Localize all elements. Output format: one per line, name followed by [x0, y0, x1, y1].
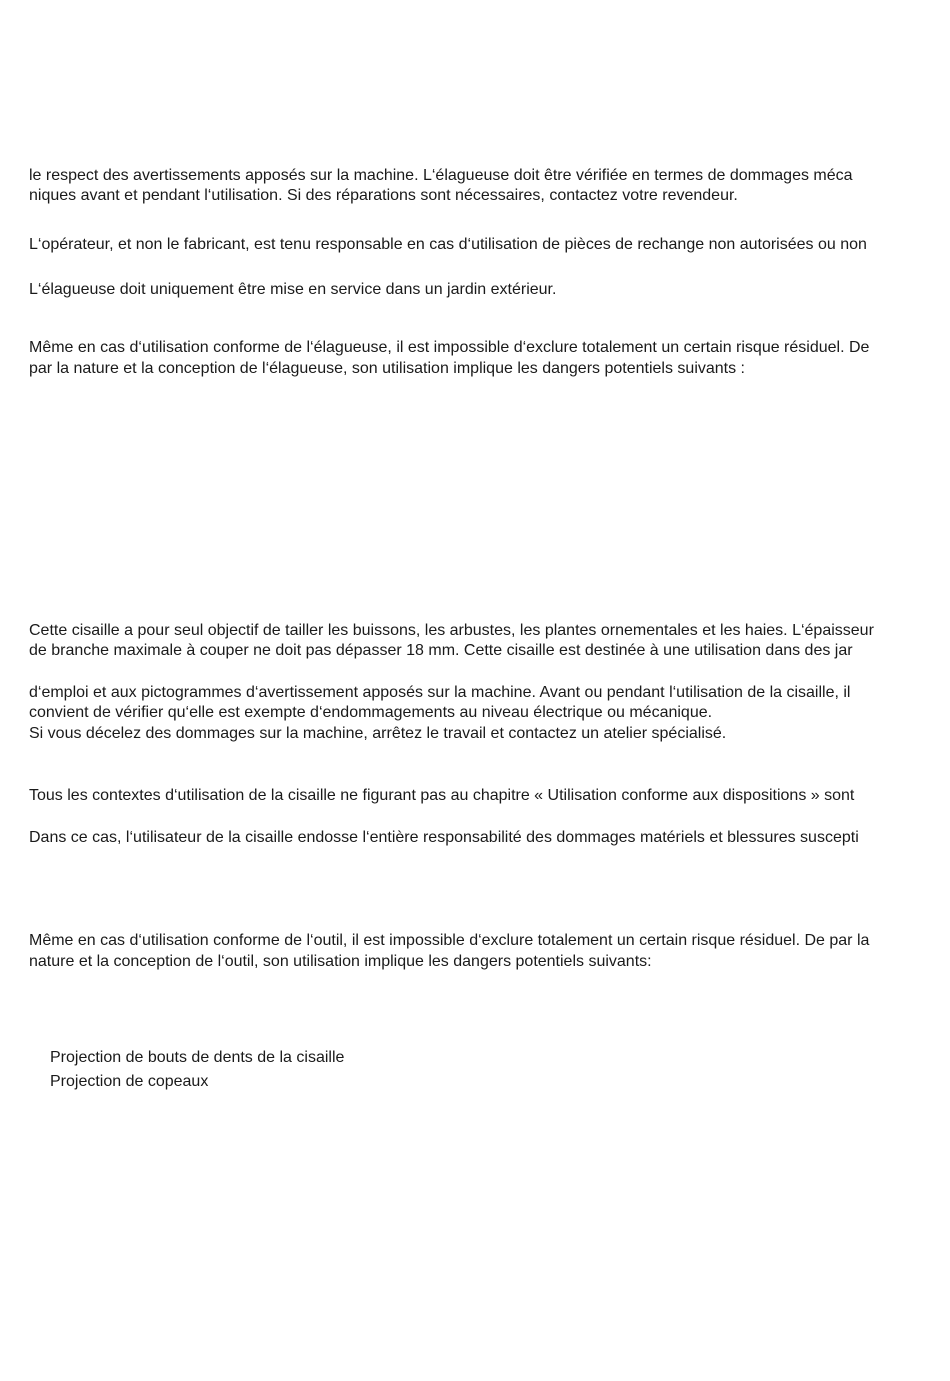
paragraph-residual-risk-pruner-line-1: Même en cas d‘utilisation conforme de l‘élagueuse, il est impossible d‘exclure totalement un certain risque résiduel. De: [29, 339, 870, 356]
list-item: Projection de copeaux: [50, 1073, 209, 1090]
paragraph-residual-risk-pruner-line-2: par la nature et la conception de l‘élagueuse, son utilisation implique les dangers potentiels suivants :: [29, 360, 745, 377]
paragraph-residual-risk-tool-line-1: Même en cas d‘utilisation conforme de l‘outil, il est impossible d‘exclure totalement un certain risque résiduel. De par la: [29, 932, 870, 949]
paragraph-shear-check-line-2: convient de vérifier qu‘elle est exempte d‘endommagements au niveau électrique ou mécanique.: [29, 704, 713, 721]
paragraph-outdoor-use: L‘élagueuse doit uniquement être mise en service dans un jardin extérieur.: [29, 281, 557, 298]
paragraph-shear-check-line-3: Si vous décelez des dommages sur la machine, arrêtez le travail et contactez un atelier spécialisé.: [29, 725, 727, 742]
paragraph-residual-risk-tool-line-2: nature et la conception de l‘outil, son utilisation implique les dangers potentiels suivants:: [29, 953, 652, 970]
paragraph-user-liability: Dans ce cas, l‘utilisateur de la cisaille endosse l‘entière responsabilité des dommages matériels et blessures suscepti: [29, 829, 859, 846]
paragraph-improper-use: Tous les contextes d‘utilisation de la cisaille ne figurant pas au chapitre « Utilisation conforme aux dispositions » sont: [29, 787, 855, 804]
paragraph-shear-check-line-1: d‘emploi et aux pictogrammes d‘avertissement apposés sur la machine. Avant ou pendant l‘utilisation de la cisaille, il: [29, 684, 851, 701]
paragraph-operator-responsibility: L‘opérateur, et non le fabricant, est tenu responsable en cas d‘utilisation de pièces de rechange non autorisées ou non: [29, 236, 867, 253]
paragraph-shear-purpose-line-2: de branche maximale à couper ne doit pas dépasser 18 mm. Cette cisaille est destinée à une utilisation dans des jar: [29, 642, 853, 659]
list-item: Projection de bouts de dents de la cisaille: [50, 1049, 345, 1066]
paragraph-shear-purpose-line-1: Cette cisaille a pour seul objectif de tailler les buissons, les arbustes, les plantes ornementales et les haies. L‘épaisseur: [29, 622, 874, 639]
paragraph-machine-check-line-2: niques avant et pendant l‘utilisation. Si des réparations sont nécessaires, contactez votre revendeur.: [29, 187, 738, 204]
paragraph-machine-check-line-1: le respect des avertissements apposés sur la machine. L‘élagueuse doit être vérifiée en termes de dommages méca: [29, 167, 853, 184]
